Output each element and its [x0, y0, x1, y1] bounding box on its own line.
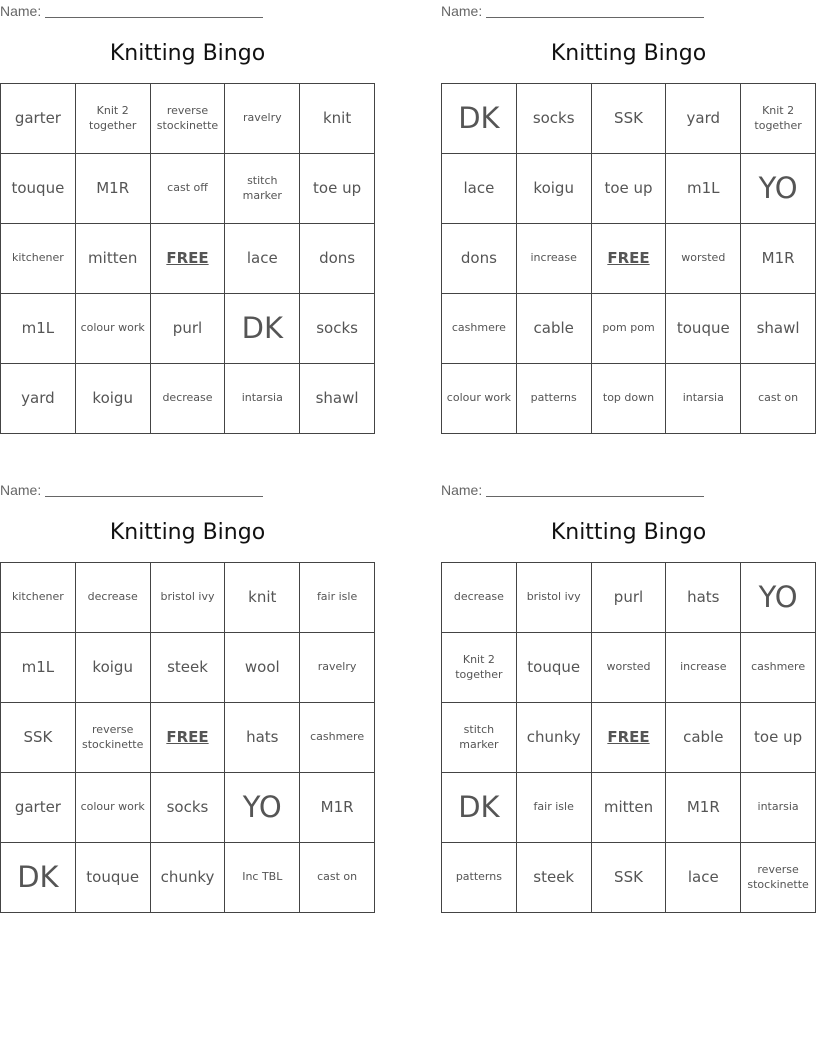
name-field	[0, 482, 263, 498]
bingo-cell[interactable]: toe up	[300, 154, 375, 224]
card-title: Knitting Bingo	[109, 520, 266, 545]
name-field	[441, 3, 704, 19]
bingo-cell[interactable]: reverse stockinette	[76, 703, 151, 773]
name-label: Name:	[0, 482, 42, 498]
bingo-cell[interactable]: touque	[1, 154, 76, 224]
bingo-cell[interactable]: kitchener	[1, 563, 76, 633]
bingo-cell[interactable]: koigu	[76, 364, 151, 434]
bingo-cell[interactable]: cashmere	[442, 294, 517, 364]
bingo-cell[interactable]: hats	[225, 703, 300, 773]
free-space-cell[interactable]: FREE	[151, 703, 226, 773]
bingo-cell[interactable]: reverse stockinette	[741, 843, 816, 913]
bingo-cell[interactable]: steek	[151, 633, 226, 703]
bingo-cell[interactable]: ravelry	[300, 633, 375, 703]
bingo-cell[interactable]: steek	[517, 843, 592, 913]
bingo-cell[interactable]: worsted	[592, 633, 667, 703]
bingo-cell[interactable]: YO	[225, 773, 300, 843]
bingo-cell[interactable]: increase	[517, 224, 592, 294]
bingo-cell[interactable]: stitch marker	[442, 703, 517, 773]
bingo-cell[interactable]: cable	[517, 294, 592, 364]
bingo-cell[interactable]: socks	[517, 84, 592, 154]
bingo-cell[interactable]: chunky	[151, 843, 226, 913]
name-label: Name:	[0, 3, 42, 19]
bingo-cell[interactable]: toe up	[592, 154, 667, 224]
bingo-cell[interactable]: intarsia	[225, 364, 300, 434]
bingo-grid	[441, 83, 816, 434]
bingo-cell[interactable]: cast off	[151, 154, 226, 224]
bingo-cell[interactable]: koigu	[76, 633, 151, 703]
bingo-cell[interactable]: colour work	[76, 294, 151, 364]
bingo-cell[interactable]: patterns	[517, 364, 592, 434]
bingo-cell[interactable]: DK	[225, 294, 300, 364]
bingo-cell[interactable]: fair isle	[300, 563, 375, 633]
bingo-cell[interactable]: SSK	[592, 843, 667, 913]
bingo-cell[interactable]: cast on	[300, 843, 375, 913]
free-space-cell[interactable]: FREE	[592, 224, 667, 294]
bingo-cell[interactable]: garter	[1, 773, 76, 843]
bingo-cell[interactable]: M1R	[741, 224, 816, 294]
bingo-cell[interactable]: Inc TBL	[225, 843, 300, 913]
bingo-cell[interactable]: worsted	[666, 224, 741, 294]
bingo-cell[interactable]: koigu	[517, 154, 592, 224]
bingo-cell[interactable]: shawl	[300, 364, 375, 434]
bingo-cell[interactable]: fair isle	[517, 773, 592, 843]
bingo-cell[interactable]: purl	[151, 294, 226, 364]
bingo-cell[interactable]: cast on	[741, 364, 816, 434]
name-underline[interactable]	[45, 3, 263, 18]
bingo-cell[interactable]: colour work	[76, 773, 151, 843]
bingo-cell[interactable]: touque	[76, 843, 151, 913]
bingo-cell[interactable]: knit	[225, 563, 300, 633]
bingo-cell[interactable]: yard	[1, 364, 76, 434]
bingo-cell[interactable]: mitten	[76, 224, 151, 294]
bingo-cell[interactable]: SSK	[1, 703, 76, 773]
bingo-cell[interactable]: m1L	[1, 633, 76, 703]
bingo-cell[interactable]: DK	[442, 84, 517, 154]
bingo-cell[interactable]: socks	[300, 294, 375, 364]
bingo-cell[interactable]: wool	[225, 633, 300, 703]
bingo-cell[interactable]: bristol ivy	[517, 563, 592, 633]
name-underline[interactable]	[486, 482, 704, 497]
bingo-cell[interactable]: shawl	[741, 294, 816, 364]
bingo-cell[interactable]: SSK	[592, 84, 667, 154]
bingo-cell[interactable]: increase	[666, 633, 741, 703]
bingo-cell[interactable]: yard	[666, 84, 741, 154]
bingo-cell[interactable]: DK	[1, 843, 76, 913]
bingo-cell[interactable]: patterns	[442, 843, 517, 913]
bingo-grid	[0, 83, 375, 434]
bingo-cell[interactable]: top down	[592, 364, 667, 434]
card-title: Knitting Bingo	[550, 520, 707, 545]
bingo-cell[interactable]: M1R	[76, 154, 151, 224]
bingo-cell[interactable]: ravelry	[225, 84, 300, 154]
bingo-cell[interactable]: YO	[741, 154, 816, 224]
bingo-cell[interactable]: chunky	[517, 703, 592, 773]
bingo-cell[interactable]: Knit 2 together	[741, 84, 816, 154]
bingo-cell[interactable]: socks	[151, 773, 226, 843]
bingo-cell[interactable]: decrease	[151, 364, 226, 434]
bingo-cell[interactable]: knit	[300, 84, 375, 154]
bingo-cell[interactable]: m1L	[1, 294, 76, 364]
name-label: Name:	[441, 482, 483, 498]
card-title: Knitting Bingo	[109, 41, 266, 66]
bingo-cell[interactable]: dons	[442, 224, 517, 294]
bingo-cell[interactable]: dons	[300, 224, 375, 294]
bingo-cell[interactable]: Knit 2 together	[442, 633, 517, 703]
bingo-cell[interactable]: decrease	[442, 563, 517, 633]
bingo-cell[interactable]: pom pom	[592, 294, 667, 364]
free-space-cell[interactable]: FREE	[592, 703, 667, 773]
bingo-cell[interactable]: touque	[666, 294, 741, 364]
bingo-cell[interactable]: Knit 2 together	[76, 84, 151, 154]
bingo-cell[interactable]: DK	[442, 773, 517, 843]
bingo-cell[interactable]: toe up	[741, 703, 816, 773]
bingo-cell[interactable]: stitch marker	[225, 154, 300, 224]
name-field	[441, 482, 704, 498]
bingo-cell[interactable]: YO	[741, 563, 816, 633]
bingo-cell[interactable]: bristol ivy	[151, 563, 226, 633]
bingo-cell[interactable]: lace	[442, 154, 517, 224]
bingo-cell[interactable]: touque	[517, 633, 592, 703]
name-underline[interactable]	[486, 3, 704, 18]
bingo-cell[interactable]: M1R	[300, 773, 375, 843]
bingo-cell[interactable]: M1R	[666, 773, 741, 843]
card-title: Knitting Bingo	[550, 41, 707, 66]
bingo-cell[interactable]: colour work	[442, 364, 517, 434]
bingo-cell[interactable]: cashmere	[300, 703, 375, 773]
bingo-grid	[441, 562, 816, 913]
name-underline[interactable]	[45, 482, 263, 497]
bingo-cell[interactable]: intarsia	[666, 364, 741, 434]
bingo-cell[interactable]: decrease	[76, 563, 151, 633]
free-space-cell[interactable]: FREE	[151, 224, 226, 294]
bingo-grid	[0, 562, 375, 913]
bingo-cell[interactable]: cable	[666, 703, 741, 773]
bingo-cell[interactable]: garter	[1, 84, 76, 154]
bingo-cell[interactable]: lace	[666, 843, 741, 913]
bingo-cell[interactable]: lace	[225, 224, 300, 294]
bingo-cell[interactable]: cashmere	[741, 633, 816, 703]
bingo-cell[interactable]: hats	[666, 563, 741, 633]
bingo-cell[interactable]: intarsia	[741, 773, 816, 843]
bingo-cell[interactable]: mitten	[592, 773, 667, 843]
name-label: Name:	[441, 3, 483, 19]
bingo-cell[interactable]: purl	[592, 563, 667, 633]
bingo-cell[interactable]: reverse stockinette	[151, 84, 226, 154]
name-field	[0, 3, 263, 19]
bingo-cell[interactable]: m1L	[666, 154, 741, 224]
bingo-cell[interactable]: kitchener	[1, 224, 76, 294]
